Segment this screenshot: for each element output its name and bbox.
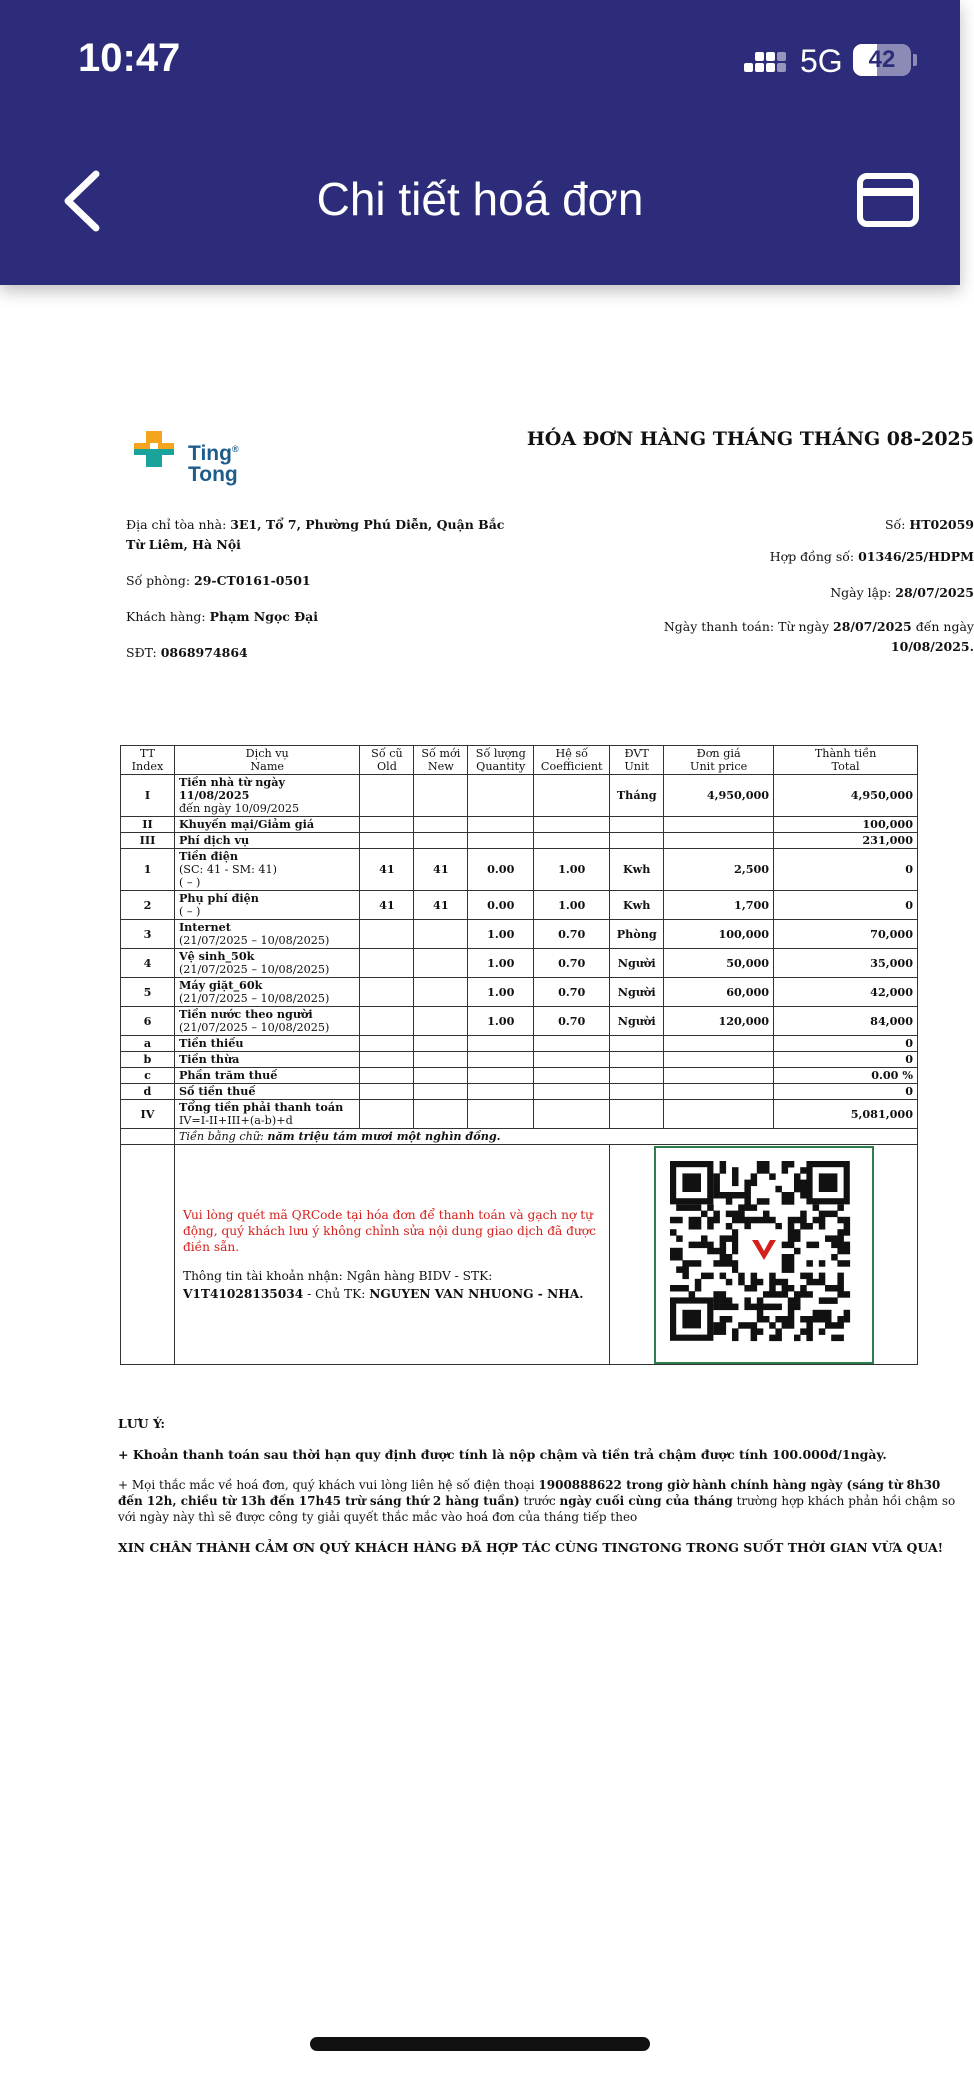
row-service-name (174, 1084, 360, 1100)
issue-date-label: Ngày lập: (830, 585, 896, 600)
table-row (121, 833, 918, 849)
row-new (414, 1036, 468, 1052)
row-total: 0 (774, 1052, 918, 1068)
row-service-name (174, 1036, 360, 1052)
row-old (360, 1007, 414, 1036)
row-new: 41 (414, 849, 468, 891)
row-index: 4 (121, 949, 175, 978)
in-words-label: Tiền bằng chữ: (178, 1130, 268, 1143)
row-qty (468, 1036, 534, 1052)
table-row (121, 978, 918, 1007)
row-unit (610, 1084, 664, 1100)
row-old (360, 775, 414, 817)
contact-note-c: trước (519, 1494, 560, 1508)
row-qty (468, 817, 534, 833)
row-index: a (121, 1036, 175, 1052)
row-new (414, 775, 468, 817)
row-price: 50,000 (664, 949, 774, 978)
row-unit (610, 1068, 664, 1084)
row-coef (534, 817, 610, 833)
network-type: 5G (800, 43, 843, 79)
row-total: 0 (774, 1084, 918, 1100)
row-coef (534, 775, 610, 817)
row-index: 1 (121, 849, 175, 891)
service-name: Tổng tiền phải thanh toán (178, 1100, 344, 1114)
row-old (360, 833, 414, 849)
service-detail: ( – ) (178, 905, 201, 918)
row-coef: 0.70 (534, 949, 610, 978)
row-coef: 1.00 (534, 849, 610, 891)
row-new (414, 833, 468, 849)
row-index: III (121, 833, 175, 849)
invoice-title: HÓA ĐƠN HÀNG THÁNG THÁNG 08-2025 (526, 428, 974, 450)
row-qty (468, 1068, 534, 1084)
row-index: 3 (121, 920, 175, 949)
status-time: 10:47 (78, 36, 181, 80)
col-header-total: Thành tiền Total (774, 746, 918, 775)
back-button[interactable] (56, 166, 116, 236)
payment-qr-row (121, 1145, 918, 1365)
payment-qr-code[interactable] (654, 1146, 874, 1364)
contract-label: Hợp đồng số: (769, 549, 859, 564)
invoice-info-left (126, 515, 516, 679)
row-unit: Người (610, 978, 664, 1007)
col-header-old: Số cũ Old (360, 746, 414, 775)
payment-mid: đến ngày (911, 619, 974, 634)
row-price: 120,000 (664, 1007, 774, 1036)
phone-label: SĐT: (126, 645, 161, 660)
app-header (0, 0, 960, 285)
row-unit: Người (610, 1007, 664, 1036)
building-address (126, 515, 516, 555)
row-total: 0.00 % (774, 1068, 918, 1084)
row-index: IV (121, 1100, 175, 1129)
row-service-name (174, 949, 360, 978)
table-row (121, 1007, 918, 1036)
row-index: 2 (121, 891, 175, 920)
row-unit: Kwh (610, 891, 664, 920)
table-row (121, 891, 918, 920)
col-header-quantity: Số lượng Quantity (468, 746, 534, 775)
col-header-index: TT Index (121, 746, 175, 775)
service-detail: (21/07/2025 – 10/08/2025) (178, 1021, 330, 1034)
row-qty: 1.00 (468, 949, 534, 978)
row-old: 41 (360, 891, 414, 920)
row-unit (610, 1100, 664, 1129)
invoice-info-right (538, 515, 974, 673)
row-total: 35,000 (774, 949, 918, 978)
row-old (360, 817, 414, 833)
row-price: 4,950,000 (664, 775, 774, 817)
row-new (414, 817, 468, 833)
table-row (121, 1036, 918, 1052)
row-price: 60,000 (664, 978, 774, 1007)
row-service-name (174, 833, 360, 849)
row-unit (610, 833, 664, 849)
row-service-name (174, 891, 360, 920)
row-index: c (121, 1068, 175, 1084)
row-price (664, 1100, 774, 1129)
chevron-left-icon (56, 166, 116, 236)
row-new (414, 949, 468, 978)
row-unit: Tháng (610, 775, 664, 817)
contact-note-a: + Mọi thắc mắc về hoá đơn, quý khách vui lòng liên hệ số điện thoại (118, 1478, 539, 1492)
table-row (121, 1052, 918, 1068)
service-detail: IV=I-II+III+(a-b)+d (178, 1114, 293, 1127)
card-icon (856, 172, 920, 228)
invoice-notes (118, 1415, 958, 1570)
row-service-name (174, 849, 360, 891)
row-total: 70,000 (774, 920, 918, 949)
service-name: Tiền thiếu (178, 1036, 244, 1050)
invoice-number-value: HT02059 (909, 517, 974, 532)
row-coef: 0.70 (534, 1007, 610, 1036)
table-row (121, 1100, 918, 1129)
row-unit: Người (610, 949, 664, 978)
bank-label: Thông tin tài khoản nhận: Ngân hàng BIDV - STK: (182, 1268, 493, 1283)
row-qty: 0.00 (468, 849, 534, 891)
contract-number (538, 547, 974, 567)
row-total: 0 (774, 891, 918, 920)
row-old (360, 949, 414, 978)
row-service-name (174, 775, 360, 817)
row-unit (610, 1052, 664, 1068)
row-index: I (121, 775, 175, 817)
col-header-new: Số mới New (414, 746, 468, 775)
row-total: 0 (774, 1036, 918, 1052)
table-row (121, 949, 918, 978)
row-coef (534, 833, 610, 849)
payment-period (538, 617, 974, 657)
row-qty: 1.00 (468, 978, 534, 1007)
row-coef (534, 1068, 610, 1084)
row-qty (468, 775, 534, 817)
row-old (360, 1100, 414, 1129)
row-new: 41 (414, 891, 468, 920)
in-words-value: năm triệu tám mươi một nghìn đồng. (267, 1129, 501, 1143)
payment-period-label: Ngày thanh toán: Từ ngày (663, 619, 834, 634)
row-qty (468, 1052, 534, 1068)
row-unit: Kwh (610, 849, 664, 891)
service-name: Máy giặt_60k (178, 978, 263, 992)
row-new (414, 920, 468, 949)
battery-percent: 42 (868, 46, 896, 73)
customer-label: Khách hàng: (126, 609, 210, 624)
row-price: 1,700 (664, 891, 774, 920)
row-qty (468, 1084, 534, 1100)
row-unit (610, 1036, 664, 1052)
row-old (360, 1036, 414, 1052)
row-index: d (121, 1084, 175, 1100)
row-price: 2,500 (664, 849, 774, 891)
battery-icon (853, 44, 911, 76)
row-qty: 1.00 (468, 1007, 534, 1036)
logo-line2: Tong (188, 463, 238, 486)
service-name: Khuyến mại/Giảm giá (178, 817, 315, 831)
address-label: Địa chỉ tòa nhà: (126, 517, 231, 532)
row-qty (468, 833, 534, 849)
customer-phone (126, 643, 516, 663)
service-detail: đến ngày 10/09/2025 (178, 802, 300, 815)
table-row (121, 775, 918, 817)
contract-value: 01346/25/HDPM (858, 549, 974, 564)
row-coef (534, 1052, 610, 1068)
row-coef: 1.00 (534, 891, 610, 920)
address-value: 3E1, Tổ 7, Phường Phú Diễn, Quận Bắc Từ Liêm, Hà Nội (126, 517, 505, 552)
thank-you-note: XIN CHÂN THÀNH CẢM ƠN QUÝ KHÁCH HÀNG ĐÃ HỢP TÁC CÙNG TINGTONG TRONG SUỐT THỜI GIAN VỪA QUA! (118, 1540, 944, 1555)
contact-note (118, 1477, 958, 1525)
service-name: Vệ sinh_50k (178, 949, 255, 963)
issue-date (538, 583, 974, 603)
service-detail-2: ( – ) (178, 876, 201, 889)
row-service-name (174, 1007, 360, 1036)
table-row (121, 920, 918, 949)
col-header-unit: ĐVT Unit (610, 746, 664, 775)
row-service-name (174, 817, 360, 833)
service-name: Phần trăm thuế (178, 1068, 278, 1082)
service-name: Tiền nhà từ ngày 11/08/2025 (178, 775, 285, 802)
row-unit (610, 817, 664, 833)
table-row (121, 817, 918, 833)
bank-holder: NGUYEN VAN NHUONG - NHA. (369, 1286, 584, 1301)
row-qty: 0.00 (468, 891, 534, 920)
row-index: b (121, 1052, 175, 1068)
row-qty: 1.00 (468, 920, 534, 949)
row-service-name (174, 1068, 360, 1084)
service-detail: (21/07/2025 – 10/08/2025) (178, 992, 330, 1005)
page-title: Chi tiết hoá đơn (316, 173, 644, 225)
row-old: 41 (360, 849, 414, 891)
row-old (360, 920, 414, 949)
customer-value: Phạm Ngọc Đại (209, 609, 319, 624)
row-old (360, 1068, 414, 1084)
row-total: 4,950,000 (774, 775, 918, 817)
table-header-row (121, 746, 918, 775)
bank-account: V1T41028135034 (182, 1286, 304, 1301)
row-total: 100,000 (774, 817, 918, 833)
row-price (664, 833, 774, 849)
row-new (414, 1100, 468, 1129)
home-indicator[interactable] (310, 2037, 650, 2051)
invoice-number (538, 515, 974, 535)
row-total: 0 (774, 849, 918, 891)
payment-card-button[interactable] (856, 172, 920, 228)
room-number (126, 571, 516, 591)
row-index: 6 (121, 1007, 175, 1036)
row-coef: 0.70 (534, 920, 610, 949)
row-new (414, 1084, 468, 1100)
service-name: Tiền điện (178, 849, 238, 863)
bank-holder-label: - Chủ TK: (303, 1286, 370, 1301)
row-index: 5 (121, 978, 175, 1007)
phone-value: 0868974864 (160, 645, 248, 660)
row-coef (534, 1100, 610, 1129)
payment-from: 28/07/2025 (833, 619, 912, 634)
row-service-name (174, 1100, 360, 1129)
row-old (360, 1052, 414, 1068)
row-price (664, 817, 774, 833)
row-price (664, 1036, 774, 1052)
row-total: 231,000 (774, 833, 918, 849)
row-new (414, 1007, 468, 1036)
logo-text (188, 439, 239, 485)
service-detail: (SC: 41 - SM: 41) (178, 863, 278, 876)
row-old (360, 978, 414, 1007)
payment-instructions (174, 1145, 609, 1365)
issue-date-value: 28/07/2025 (895, 585, 974, 600)
late-payment-note: + Khoản thanh toán sau thời hạn quy định được tính là nộp chậm và tiền trả chậm được tính 100.000đ/1ngày. (118, 1447, 887, 1462)
row-unit: Phòng (610, 920, 664, 949)
amount-in-words (174, 1129, 917, 1145)
row-index: II (121, 817, 175, 833)
service-name: Tiền nước theo người (178, 1007, 313, 1021)
notes-title: LƯU Ý: (118, 1416, 165, 1431)
row-new (414, 1052, 468, 1068)
row-price (664, 1052, 774, 1068)
logo-line1: Ting (188, 442, 232, 465)
qr-instruction-text: Vui lòng quét mã QRCode tại hóa đơn để thanh toán và gạch nợ tự động, quý khách lưu ý không chỉnh sửa nội dung giao dịch đã được điền sẵn. (182, 1207, 596, 1254)
service-name: Số tiền thuế (178, 1084, 256, 1098)
amount-in-words-row (121, 1129, 918, 1145)
row-service-name (174, 978, 360, 1007)
service-name: Phí dịch vụ (178, 833, 250, 847)
service-name: Tiền thừa (178, 1052, 240, 1066)
service-name: Internet (178, 920, 231, 934)
table-row (121, 1084, 918, 1100)
row-coef (534, 1036, 610, 1052)
table-row (121, 849, 918, 891)
contact-note-e: trường hợp khách phản hồi chậm so với ngày này thì sẽ được công ty giải quyết thắc mắc vào hoá đơn của tháng tiếp theo (118, 1494, 956, 1524)
row-price (664, 1068, 774, 1084)
contact-note-b: 1900888622 trong giờ hành chính hàng ngày (sáng từ 8h30 đến 12h, chiều từ 13h đến 17h45 trừ sáng thứ 2 hàng tuần) (118, 1478, 941, 1508)
logo-mark: ® (231, 444, 239, 454)
row-price (664, 1084, 774, 1100)
row-service-name (174, 1052, 360, 1068)
row-new (414, 978, 468, 1007)
contact-note-d: ngày cuối cùng của tháng (559, 1494, 733, 1508)
service-detail: (21/07/2025 – 10/08/2025) (178, 963, 330, 976)
invoice-number-label: Số: (884, 517, 910, 532)
logo-mark-icon (126, 425, 186, 485)
row-price: 100,000 (664, 920, 774, 949)
service-detail: (21/07/2025 – 10/08/2025) (178, 934, 330, 947)
row-total: 84,000 (774, 1007, 918, 1036)
customer-name (126, 607, 516, 627)
col-header-unit-price: Đơn giá Unit price (664, 746, 774, 775)
room-label: Số phòng: (126, 573, 194, 588)
row-service-name (174, 920, 360, 949)
room-value: 29-CT0161-0501 (194, 573, 311, 588)
row-coef: 0.70 (534, 978, 610, 1007)
tingtong-logo (126, 425, 256, 485)
row-new (414, 1068, 468, 1084)
bank-info (183, 1267, 601, 1303)
col-header-name: Dịch vụ Name (174, 746, 360, 775)
cellular-signal-icon (744, 49, 784, 79)
row-qty (468, 1100, 534, 1129)
row-coef (534, 1084, 610, 1100)
qr-code-icon (656, 1148, 872, 1362)
row-total: 42,000 (774, 978, 918, 1007)
invoice-items-table (120, 745, 918, 1365)
service-name: Phụ phí điện (178, 891, 259, 905)
row-old (360, 1084, 414, 1100)
row-total: 5,081,000 (774, 1100, 918, 1129)
table-row (121, 1068, 918, 1084)
payment-to: 10/08/2025. (890, 639, 974, 654)
col-header-coefficient: Hệ số Coefficient (534, 746, 610, 775)
battery-tip (913, 54, 917, 66)
